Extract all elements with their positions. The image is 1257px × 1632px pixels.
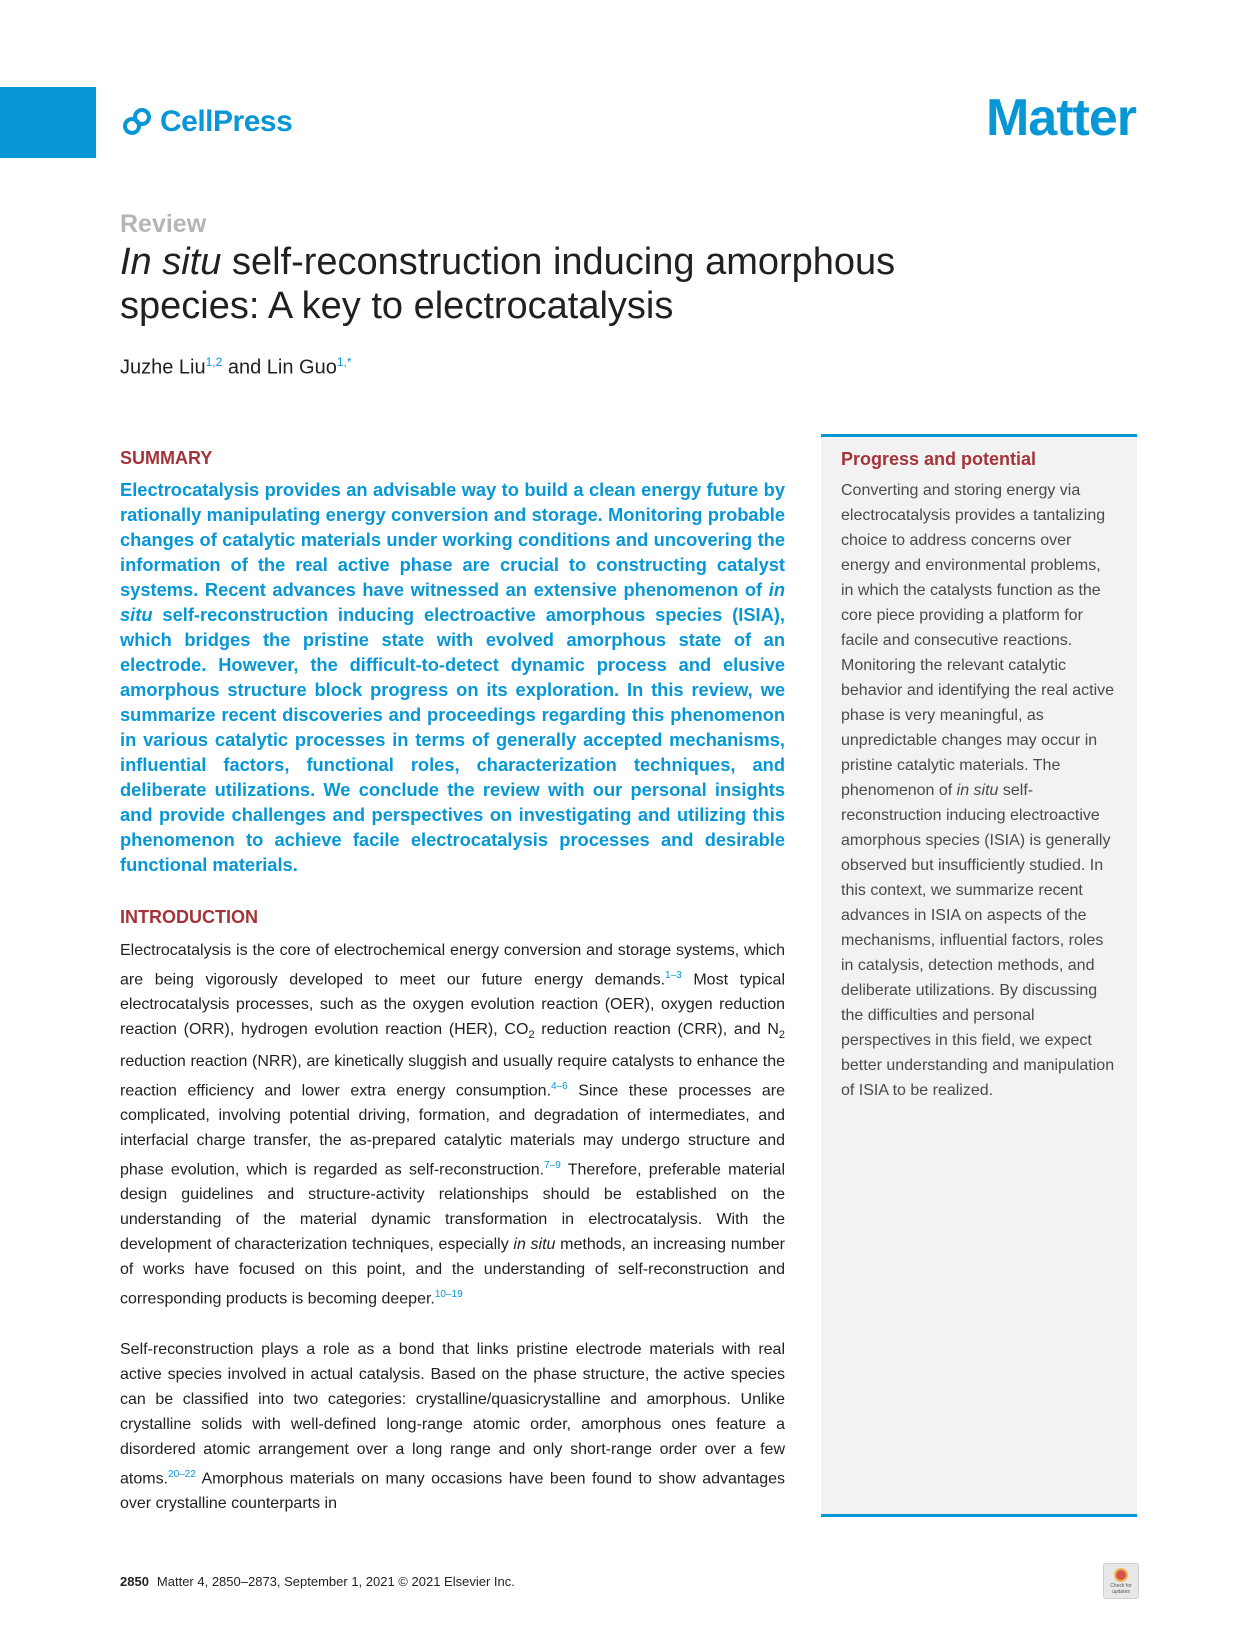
page-footer xyxy=(120,1574,515,1589)
body-text-part: reduction reaction (NRR), are kinetically sluggish and usually require catalysts to enhance the reaction efficiency and lower extra energy consumption. xyxy=(120,1052,785,1099)
author-list xyxy=(120,355,352,380)
title-italic: In situ xyxy=(120,241,222,283)
summary-italic: in situ xyxy=(120,579,785,625)
subscript: 2 xyxy=(778,1029,786,1042)
body-text-part: Amorphous materials on many occasions have been found to show advantages over crystalline counterparts in xyxy=(120,1469,785,1512)
publisher-name: CellPress xyxy=(160,105,293,138)
intro-paragraph-2 xyxy=(120,1337,785,1516)
reference-link[interactable]: 7–9 xyxy=(544,1159,561,1171)
author-name[interactable]: Juzhe Liu xyxy=(120,356,206,379)
progress-potential-box xyxy=(821,434,1137,1517)
summary-text-part: Electrocatalysis provides an advisable way to build a clean energy future by rationally manipulating energy conversion and storage. Monitoring probable changes of catalytic materials under working conditions and uncovering the information of the real active phase are crucial to constructing catalyst systems. Recent advances have witnessed an extensive phenomenon of xyxy=(120,479,785,600)
cellpress-icon xyxy=(120,104,156,140)
reference-link[interactable]: 4–6 xyxy=(551,1080,568,1092)
reference-link[interactable]: 20–22 xyxy=(168,1468,196,1480)
badge-label: Check for updates xyxy=(1110,1582,1132,1595)
body-text-part: reduction reaction (CRR), and N xyxy=(534,1021,779,1039)
author-conjunction: and xyxy=(222,356,267,379)
sidebar-text-part: Converting and storing energy via electrocatalysis provides a tantalizing choice to address concerns over energy and environmental problems, in which the catalysts function as the core piece providing a platform for facile and consecutive reactions. Monitoring the relevant catalytic behavior and identifying the real active phase is very meaningful, as unpredictable changes may occur in pristine catalytic materials. The phenomenon of xyxy=(841,482,1115,799)
introduction-heading: INTRODUCTION xyxy=(120,907,258,927)
sidebar-text xyxy=(841,478,1117,1103)
sidebar-bottom-rule xyxy=(821,1514,1137,1517)
main-column xyxy=(120,448,785,1516)
article-type: Review xyxy=(120,210,207,238)
reference-link[interactable]: 1–3 xyxy=(665,970,682,981)
author-affiliation[interactable]: 1,* xyxy=(336,355,352,369)
crossmark-icon xyxy=(1114,1568,1128,1582)
body-text-part: Therefore, preferable material design guidelines and structure-activity relationships should be established on the understanding of the material dynamic transformation in electrocatalysis. With the development of characterization techniques, especially xyxy=(120,1161,785,1254)
title-text: self-reconstruction inducing amorphous species: A key to electrocatalysis xyxy=(120,241,896,327)
body-text-part: Self-reconstruction plays a role as a bond that links pristine electrode materials with real active species involved in actual catalysis. Based on the phase structure, the active species can be classified into two categories: crystalline/quasicrystalline and amorphous. Unlike crystalline solids with well-defined long-range atomic order, amorphous ones feature a disordered atomic arrangement over a long range and only short-range order over a few atoms. xyxy=(120,1340,785,1487)
citation: Matter 4, 2850–2873, September 1, 2021 © 2021 Elsevier Inc. xyxy=(156,1574,515,1589)
reference-link[interactable]: 10–19 xyxy=(434,1289,463,1301)
body-text-part: Most typical electrocatalysis processes, such as the oxygen evolution reaction (OER), oxygen reduction reaction (ORR), hydrogen evolution reaction (HER), CO xyxy=(120,971,785,1039)
sidebar-italic: in situ xyxy=(956,782,999,799)
intro-paragraph-1 xyxy=(120,938,785,1312)
check-for-updates-badge[interactable] xyxy=(1103,1563,1139,1599)
author-affiliation[interactable]: 1,2 xyxy=(205,355,223,369)
summary-heading: SUMMARY xyxy=(120,448,213,468)
body-text-part: Since these processes are complicated, involving potential driving, formation, and degradation of intermediates, and interfacial charge transfer, the as-prepared catalytic materials may undergo structure and phase evolution, which is regarded as self-reconstruction. xyxy=(120,1081,785,1179)
sidebar-text-part: self-reconstruction inducing electroactive amorphous species (ISIA) is generally observed but insufficiently studied. In this context, we summarize recent advances in ISIA on aspects of the mechanisms, influential factors, roles in catalysis, detection methods, and deliberate utilizations. By discussing the difficulties and personal perspectives in this field, we expect better understanding and manipulation of ISIA to be realized. xyxy=(841,782,1115,1099)
header-color-block xyxy=(0,87,96,158)
author-name[interactable]: Lin Guo xyxy=(266,356,337,379)
article-title xyxy=(120,240,1000,328)
body-italic: in situ xyxy=(513,1236,556,1254)
cellpress-logo[interactable] xyxy=(120,104,292,140)
summary-text-part: self-reconstruction inducing electroactive amorphous species (ISIA), which bridges the pristine state with evolved amorphous state of an electrode. However, the difficult-to-detect dynamic process and elusive amorphous structure block progress on its exploration. In this review, we summarize recent discoveries and proceedings regarding this phenomenon in various catalytic processes in terms of generally accepted mechanisms, influential factors, functional roles, characterization techniques, and deliberate utilizations. We conclude the review with our personal insights and provide challenges and perspectives on investigating and utilizing this phenomenon to achieve facile electrocatalysis processes and desirable functional materials. xyxy=(120,604,785,875)
body-text-part: methods, an increasing number of works have focused on this point, and the understanding of self-reconstruction and corresponding products is becoming deeper. xyxy=(120,1236,785,1308)
page-number: 2850 xyxy=(120,1574,149,1589)
journal-name[interactable]: Matter xyxy=(985,89,1136,147)
body-text-part: Electrocatalysis is the core of electrochemical energy conversion and storage systems, which are being vigorously developed to meet our future energy demands. xyxy=(120,942,785,989)
summary-text xyxy=(120,477,785,877)
subscript: 2 xyxy=(528,1029,535,1042)
sidebar-heading: Progress and potential xyxy=(841,449,1037,469)
